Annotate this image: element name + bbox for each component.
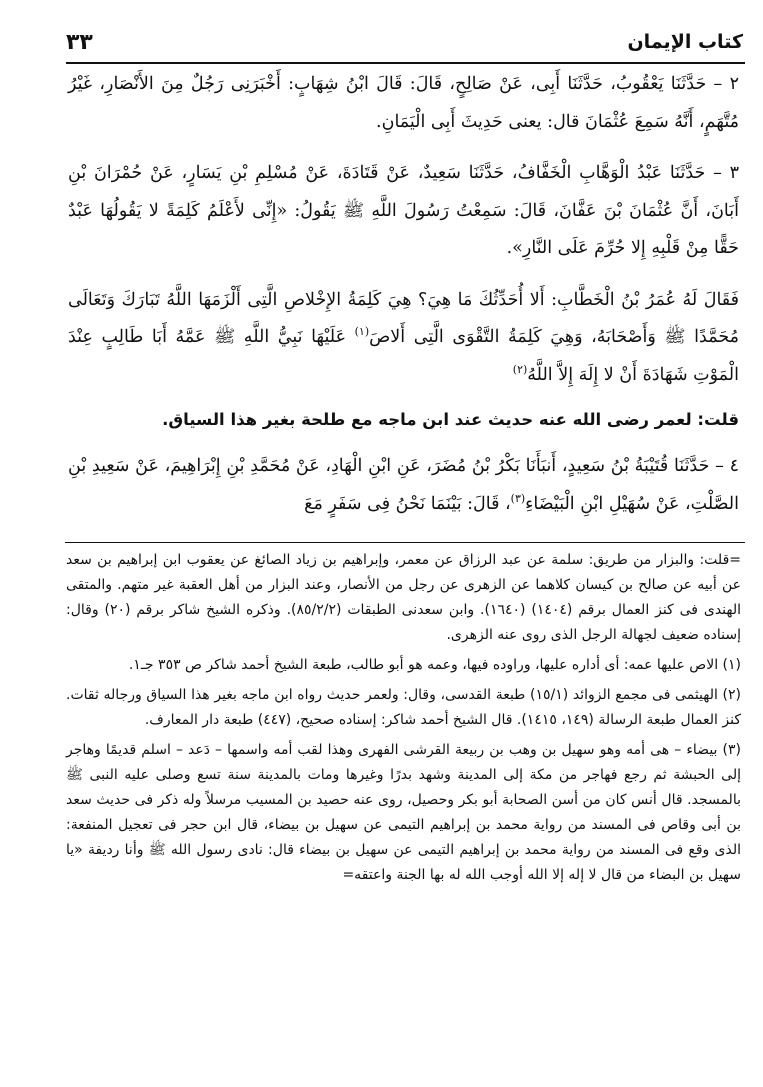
footnote-1: (١) الاص عليها عمه: أى أداره عليها، وراوده فيها، وعمه هو أبو طالب، طبعة الشيخ أحمد شاكر ص ٣٥٣ جـ١.: [128, 657, 741, 673]
header-rule: [66, 62, 745, 64]
author-note: [68, 406, 739, 434]
hadith-4-text-a: ٤ – حَدَّثَنَا قُتَيْبَةُ بْنُ سَعِيدٍ، أَنبَأَنَا بَكْرُ بْنُ مُضَرَ، عَنِ ابْنِ الْهَادِ، عَنْ مُحَمَّدِ بْنِ إِبْرَاهِيمَ، عَنْ سَعِيدِ بْنِ الصَّلْتِ، عَنْ سُهَيْلِ ابْنِ الْبَيْضَاءِ: [68, 456, 739, 514]
footnote-ref-2: (٢): [512, 362, 528, 376]
author-note-label: قلت:: [697, 410, 739, 429]
footnote-ref-3: (٣): [510, 491, 526, 505]
footnote-separator: [65, 542, 745, 543]
footnote-ref-1: (١): [354, 325, 370, 339]
hadith-4-text-b: ، قَالَ: بَيْنَمَا نَحْنُ فِى سَفَرٍ مَعَ: [304, 493, 511, 514]
footnote-continuation: =قلت: والبزار من طريق: سلمة عن عبد الرزاق عن معمر، وإبراهيم بن زياد الصائغ عن يعقوب ابن إبراهيم بن سعد عن أبيه عن صالح بن كيسان كلاهما عن الزهرى عن رجل من الأنصار، وعند البزار من أهل العقبة غير متهم. والمتقى الهندى فى كنز العمال برقم (١٤٠٤) (١٦٤٠). وابن سعدنى الطبقات (٨٥/٢/٢). وذكره الشيخ شاكر برقم (٢٠) وقال: إسناده ضعيف لجهالة الرجل الذى روى عنه الزهرى.: [66, 552, 741, 643]
main-text: [68, 66, 739, 523]
hadith-3-text-b: عَلَيْهَا نَبِيُّ اللَّهِ ﷺ عَمَّهُ أَبَا طَالِبٍ عِنْدَ الْمَوْتِ شَهَادَةَ أَنْ لا إِلَهَ إِلاَّ اللَّهُ: [68, 327, 739, 385]
footnotes: [66, 548, 741, 893]
author-note-text: لعمر رضى الله عنه حديث عند ابن ماجه مع طلحة بغير هذا السياق.: [162, 410, 698, 429]
hadith-3-intro: ٣ – حَدَّثَنَا عَبْدُ الْوَهَّابِ الْخَفَّافُ، حَدَّثَنَا سَعِيدٌ، عَنْ قَتَادَةَ، عَنْ مُسْلِمِ بْنِ يَسَارٍ، عَنْ حُمْرَانَ بْنِ أَبَانَ، أَنَّ عُثْمَانَ بْنَ عَفَّانَ، قَالَ: سَمِعْتُ رَسُولَ اللَّهِ ﷺ يَقُولُ: «إِنِّى لأَعْلَمُ كَلِمَةً لا يَقُولُهَا عَبْدٌ حَقًّا مِنْ قَلْبِهِ إِلا حُرِّمَ عَلَى النَّارِ».: [68, 163, 739, 258]
footnote-2: (٢) الهيثمى فى مجمع الزوائد (١٥/١) طبعة القدسى، وقال: ولعمر حديث رواه ابن ماجه بغير هذا السياق ورجاله ثقات. كنز العمال طبعة الرسالة (١٤٩، ١٤١٥). قال الشيخ أحمد شاكر: إسناده صحيح، (٤٤٧) طبعة دار المعارف.: [66, 687, 741, 728]
page-number: ٣٣: [66, 29, 93, 55]
hadith-4: [68, 448, 739, 523]
book-title: كتاب الإيمان: [627, 31, 743, 53]
hadith-3-text-a: فَقَالَ لَهُ عُمَرُ بْنُ الْخَطَّابِ: أَلا أُحَدِّثُكَ مَا هِيَ؟ هِيَ كَلِمَةُ الإِخْلاصِ الَّتِى أَلْزَمَهَا اللَّهُ تَبَارَكَ وَتَعَالَى مُحَمَّدًا ﷺ وَأَصْحَابَهُ، وَهِيَ كَلِمَةُ التَّقْوَى الَّتِى أَلاصَ: [68, 289, 739, 347]
footnote-3: (٣) بيضاء – هى أمه وهو سهيل بن وهب بن ربيعة القرشى الفهرى وهذا لقب أمه واسمها – دَعد – اسلم قديمًا وهاجر إلى الحبشة ثم رجع فهاجر من مكة إلى المدينة وشهد بدرًا وغيرها ومات بالمدينة سنة تسع وصلى عليه النبى ﷺ بالمسجد. قال أنس كان من أسن الصحابة أبو بكر وحصيل، روى عنه حصيد بن المسيب مرسلاً وله ذكر فى حديث سعد بن أبى وقاص فى المسند من رواية محمد بن إبراهيم التيمى عن سهيل بن بيضاء، قال ابن حجر فى تعجيل المنفعة: الذى وقع فى المسند من رواية محمد بن إبراهيم التيمى عن سهيل بن بيضاء قال: نادى رسول الله ﷺ وأنا رديفة «يا سهيل بن البضاء من قال لا إله إلا الله أوجب الله له بها الجنة واعتقه=: [66, 742, 741, 883]
hadith-2: ٢ – حَدَّثَنَا يَعْقُوبُ، حَدَّثَنَا أَبِى، عَنْ صَالِحٍ، قَالَ: قَالَ ابْنُ شِهَابٍ: أَخْبَرَنِى رَجُلٌ مِنَ الأَنْصَارِ، غَيْرُ مُتَّهَمٍ، أَنَّهُ سَمِعَ عُثْمَانَ قال: يعنى حَدِيثَ أَبِى الْيَمَانِ.: [68, 74, 739, 132]
hadith-3-continuation: [68, 282, 739, 395]
page-header: [66, 26, 743, 58]
